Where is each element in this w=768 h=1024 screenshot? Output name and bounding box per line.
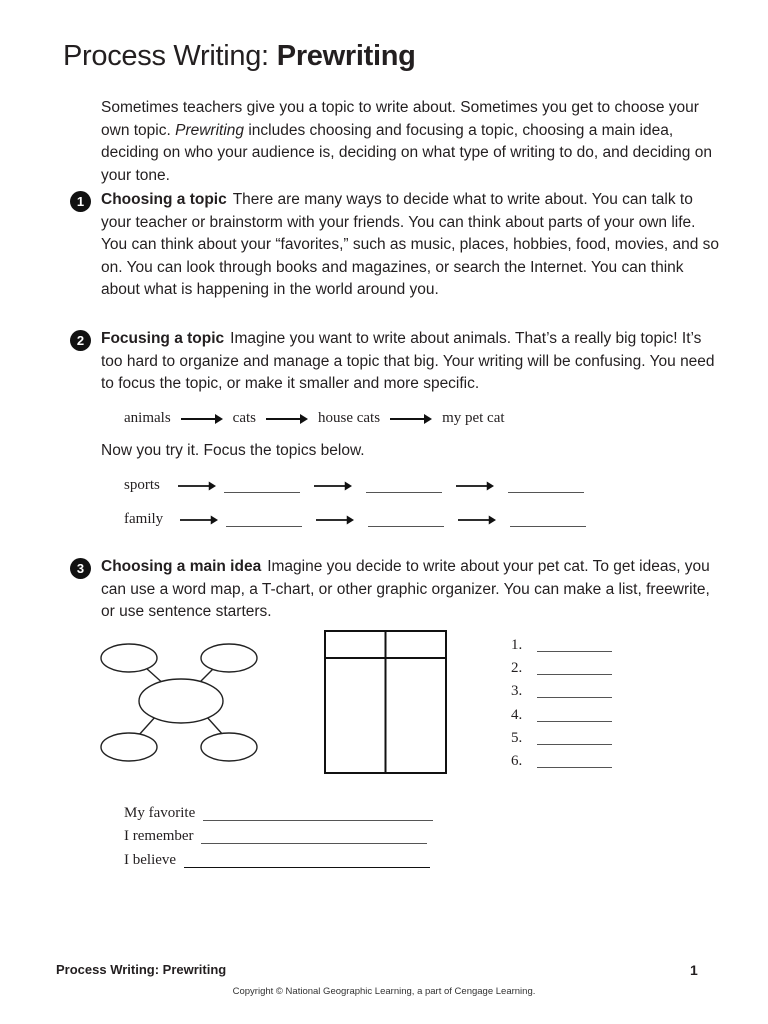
section-focusing-topic: [101, 328, 721, 396]
word-map-bubble: [101, 644, 157, 672]
list-number: 5.: [511, 729, 523, 746]
practice-row-sports: [124, 477, 584, 494]
section-text: Imagine you decide to write about your pet cat. To get ideas, you can use a word map, a T-chart, or other graphic organizer. You can make a list, freewrite, or use sentence starters.: [101, 558, 710, 620]
arrow-right-icon: [178, 479, 216, 493]
try-prompt: Now you try it. Focus the topics below.: [101, 442, 365, 459]
list-number: 6.: [511, 752, 523, 769]
arrow-right-icon: [266, 412, 308, 426]
answer-blank[interactable]: [203, 806, 433, 821]
starter-label: My favorite: [124, 805, 196, 821]
intro-text-2: includes choosing and focusing a topic, choosing a main idea, deciding on who your audience is, deciding on what type of writing to do, and deciding on your tone.: [101, 121, 712, 184]
answer-blank[interactable]: [366, 478, 442, 493]
intro-paragraph: [101, 97, 721, 187]
practice-label: sports: [124, 477, 160, 493]
section-heading: Focusing a topic: [101, 330, 225, 347]
section-text: Imagine you want to write about animals. That’s a really big topic! It’s too hard to organize and manage a topic that big. Your writing will be confusing. You need to focus the topic, or make it smaller and more specific.: [101, 330, 715, 392]
t-chart: [324, 630, 448, 775]
word-map-bubble: [201, 644, 257, 672]
example-focus-chain: [124, 410, 505, 427]
arrow-right-icon: [458, 513, 496, 527]
word-map-diagram: [96, 640, 266, 770]
answer-blank[interactable]: [537, 662, 612, 675]
chain-word: my pet cat: [442, 410, 505, 426]
sentence-starter: [124, 828, 427, 845]
arrow-right-icon: [314, 479, 352, 493]
list-item: [511, 657, 612, 679]
answer-blank[interactable]: [510, 512, 586, 527]
list-item: [511, 680, 612, 702]
list-item: [511, 634, 612, 656]
chain-word: cats: [232, 410, 256, 426]
chain-word: animals: [124, 410, 171, 426]
intro-italic: Prewriting: [175, 121, 245, 139]
starter-label: I remember: [124, 828, 194, 844]
arrow-right-icon: [456, 479, 494, 493]
section-heading: Choosing a main idea: [101, 558, 262, 575]
word-map-bubble: [201, 733, 257, 761]
section-number-badge: 1: [70, 191, 91, 212]
word-map-bubble: [101, 733, 157, 761]
practice-row-family: [124, 511, 586, 528]
answer-blank[interactable]: [368, 512, 444, 527]
arrow-right-icon: [181, 412, 223, 426]
page-number: 1: [690, 962, 698, 978]
list-item: [511, 727, 612, 749]
section-choosing-topic: [101, 189, 721, 302]
title-light: Process Writing:: [63, 40, 269, 72]
section-heading: Choosing a topic: [101, 191, 227, 208]
list-item: [511, 704, 612, 726]
section-number-badge: 2: [70, 330, 91, 351]
sentence-starter: [124, 805, 433, 822]
answer-blank[interactable]: [537, 732, 612, 745]
practice-label: family: [124, 511, 164, 527]
answer-blank[interactable]: [224, 478, 300, 493]
word-map-center-bubble: [139, 679, 223, 723]
answer-blank[interactable]: [201, 829, 427, 844]
list-number: 3.: [511, 682, 523, 699]
arrow-right-icon: [316, 513, 354, 527]
answer-blank[interactable]: [537, 709, 612, 722]
sentence-starter: [124, 852, 430, 869]
answer-blank[interactable]: [226, 512, 302, 527]
list-item: [511, 750, 612, 772]
answer-blank[interactable]: [537, 639, 612, 652]
title-bold: Prewriting: [276, 40, 416, 72]
starter-label: I believe: [124, 852, 177, 868]
arrow-right-icon: [390, 412, 432, 426]
intro-text-1: Sometimes teachers give you a topic to write about. Sometimes you get to choose your own topic.: [101, 99, 699, 139]
chain-word: house cats: [317, 410, 381, 426]
list-number: 1.: [511, 636, 523, 653]
list-number: 2.: [511, 659, 523, 676]
answer-blank[interactable]: [537, 685, 612, 698]
page-title: [63, 40, 416, 73]
answer-blank[interactable]: [184, 853, 430, 868]
arrow-right-icon: [180, 513, 218, 527]
footer-title: Process Writing: Prewriting: [56, 962, 227, 977]
section-main-idea: [101, 556, 721, 624]
answer-blank[interactable]: [508, 478, 584, 493]
answer-blank[interactable]: [537, 755, 612, 768]
list-number: 4.: [511, 706, 523, 723]
section-number-badge: 3: [70, 558, 91, 579]
copyright-notice: Copyright © National Geographic Learning, a part of Cengage Learning.: [232, 986, 536, 997]
section-text: There are many ways to decide what to write about. You can talk to your teacher or brainstorm with your friends. You can think about parts of your own life. You can think about your “favorites,” such as music, places, hobbies, food, movies, and so on. You can look through books and magazines, or search the Internet. You can think about what is happening in the world around you.: [101, 191, 720, 298]
